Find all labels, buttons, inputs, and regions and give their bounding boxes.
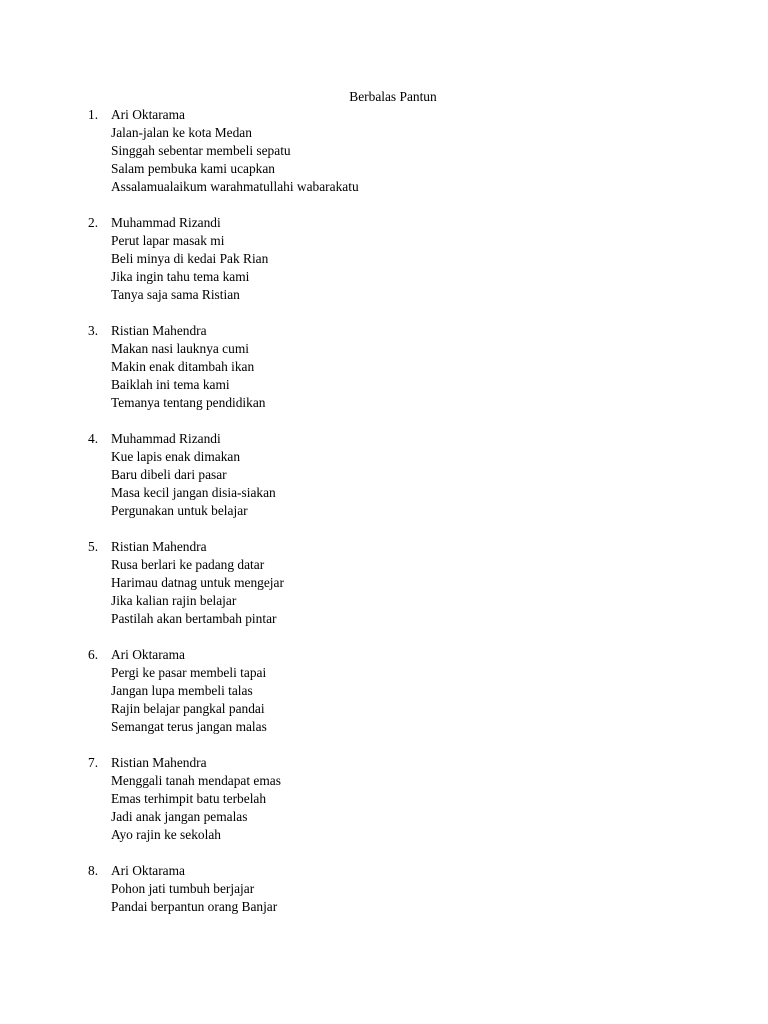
stanza-line: Emas terhimpit batu terbelah xyxy=(111,791,267,806)
stanza-speaker: Ari Oktarama xyxy=(111,863,185,878)
stanza-line: Temanya tentang pendidikan xyxy=(111,395,266,410)
stanza-number: 1. xyxy=(88,107,99,122)
stanza-number: 6. xyxy=(88,647,99,662)
pantun-stanza xyxy=(88,862,359,916)
stanza-speaker: Ari Oktarama xyxy=(111,647,185,662)
pantun-list xyxy=(88,106,359,934)
stanza-number: 5. xyxy=(88,539,99,554)
stanza-line: Rajin belajar pangkal pandai xyxy=(111,701,265,716)
stanza-line: Beli minya di kedai Pak Rian xyxy=(111,251,269,266)
stanza-line: Salam pembuka kami ucapkan xyxy=(111,161,275,176)
stanza-line: Pergunakan untuk belajar xyxy=(111,503,248,518)
stanza-speaker: Ristian Mahendra xyxy=(111,539,207,554)
stanza-line: Makin enak ditambah ikan xyxy=(111,359,255,374)
stanza-line: Makan nasi lauknya cumi xyxy=(111,341,249,356)
stanza-line: Jalan-jalan ke kota Medan xyxy=(111,125,252,140)
stanza-line: Pastilah akan bertambah pintar xyxy=(111,611,277,626)
stanza-line: Harimau datnag untuk mengejar xyxy=(111,575,284,590)
stanza-line: Jika kalian rajin belajar xyxy=(111,593,237,608)
stanza-line: Masa kecil jangan disia-siakan xyxy=(111,485,276,500)
stanza-line: Jangan lupa membeli talas xyxy=(111,683,253,698)
stanza-line: Assalamualaikum warahmatullahi wabarakatu xyxy=(111,179,359,194)
stanza-line: Semangat terus jangan malas xyxy=(111,719,267,734)
stanza-line: Pohon jati tumbuh berjajar xyxy=(111,881,255,896)
stanza-line: Ayo rajin ke sekolah xyxy=(111,827,221,842)
stanza-line: Baru dibeli dari pasar xyxy=(111,467,227,482)
document-title: Berbalas Pantun xyxy=(349,89,437,104)
stanza-speaker: Muhammad Rizandi xyxy=(111,431,221,446)
stanza-number: 7. xyxy=(88,755,99,770)
pantun-stanza xyxy=(88,646,359,736)
stanza-line: Kue lapis enak dimakan xyxy=(111,449,241,464)
pantun-stanza xyxy=(88,322,359,412)
stanza-line: Singgah sebentar membeli sepatu xyxy=(111,143,291,158)
stanza-speaker: Ari Oktarama xyxy=(111,107,185,122)
stanza-number: 3. xyxy=(88,323,99,338)
stanza-speaker: Ristian Mahendra xyxy=(111,323,207,338)
pantun-stanza xyxy=(88,538,359,628)
stanza-line: Menggali tanah mendapat emas xyxy=(111,773,281,788)
stanza-line: Pandai berpantun orang Banjar xyxy=(111,899,278,914)
pantun-stanza xyxy=(88,754,359,844)
stanza-speaker: Muhammad Rizandi xyxy=(111,215,221,230)
pantun-stanza xyxy=(88,430,359,520)
stanza-line: Jika ingin tahu tema kami xyxy=(111,269,250,284)
stanza-number: 2. xyxy=(88,215,99,230)
stanza-number: 4. xyxy=(88,431,99,446)
stanza-line: Rusa berlari ke padang datar xyxy=(111,557,265,572)
stanza-line: Baiklah ini tema kami xyxy=(111,377,230,392)
stanza-line: Jadi anak jangan pemalas xyxy=(111,809,248,824)
pantun-stanza xyxy=(88,214,359,304)
stanza-line: Perut lapar masak mi xyxy=(111,233,225,248)
stanza-number: 8. xyxy=(88,863,99,878)
stanza-line: Tanya saja sama Ristian xyxy=(111,287,240,302)
stanza-speaker: Ristian Mahendra xyxy=(111,755,207,770)
pantun-stanza xyxy=(88,106,359,196)
stanza-line: Pergi ke pasar membeli tapai xyxy=(111,665,267,680)
